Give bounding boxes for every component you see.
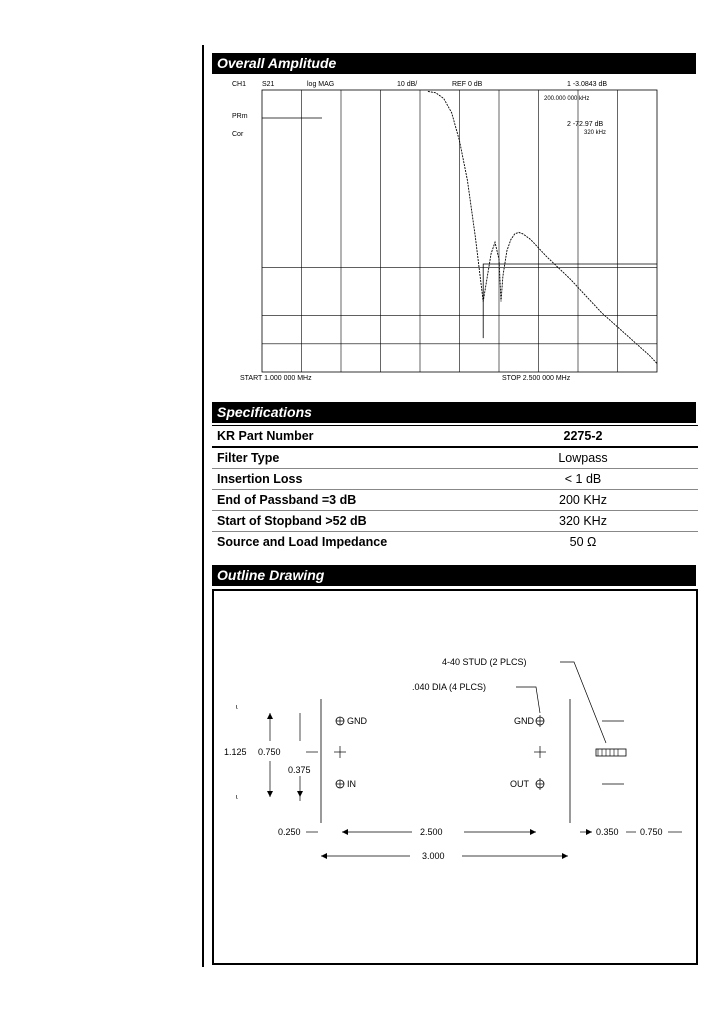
spec-header-value: 2275-2 (468, 426, 698, 448)
dim-1125: 1.125 (224, 747, 247, 757)
chart-side-label-prm: PRm (232, 113, 248, 120)
chart-trace-line (428, 91, 657, 363)
spec-value: < 1 dB (468, 469, 698, 490)
amplitude-chart-svg (212, 76, 696, 396)
table-row (212, 447, 698, 469)
pin-out (536, 778, 544, 790)
spec-label: Source and Load Impedance (217, 535, 388, 549)
dim-0750b: 0.750 (640, 827, 663, 837)
spec-label: Insertion Loss (212, 469, 468, 490)
amplitude-header: Overall Amplitude (212, 53, 696, 74)
center-mark-right (534, 746, 546, 758)
specifications-header: Specifications (212, 402, 696, 423)
side-view-stud (596, 749, 626, 756)
outline-drawing-svg (214, 591, 696, 963)
chart-channel-label: CH1 (232, 81, 247, 88)
svg-text:ɩ: ɩ (236, 794, 238, 801)
in-label: IN (347, 779, 356, 789)
dim-0375: 0.375 (288, 765, 311, 775)
chart-limit-stopband (483, 264, 657, 338)
spec-label: Filter Type (212, 447, 468, 469)
dim-2500: 2.500 (420, 827, 443, 837)
dim-0250: 0.250 (278, 827, 301, 837)
dia-callout: .040 DIA (4 PLCS) (412, 682, 487, 692)
spec-value: Lowpass (468, 447, 698, 469)
table-row (212, 532, 698, 553)
spec-header-row (212, 426, 698, 448)
chart-param-label: S21 (262, 81, 275, 88)
spec-value: 200 KHz (468, 490, 698, 511)
dim-0750: 0.750 (258, 747, 281, 757)
outline-header: Outline Drawing (212, 565, 696, 586)
sidebar (0, 0, 200, 1012)
specifications-table (212, 425, 698, 552)
chart-ref-label: REF 0 dB (452, 81, 483, 88)
chart-format-label: log MAG (307, 81, 335, 88)
amplitude-chart (212, 76, 696, 396)
pin-gnd-left (336, 717, 344, 725)
chart-start-label: START 1.000 000 MHz (240, 375, 312, 382)
out-label: OUT (510, 779, 529, 789)
svg-text:ɩ: ɩ (236, 704, 238, 711)
spec-value: 50 Ω (569, 535, 597, 549)
chart-marker1-freq: 200.000 000 kHz (544, 96, 590, 102)
spec-header-label: KR Part Number (212, 426, 468, 448)
dia-leader (516, 687, 540, 713)
gnd-left-label: GND (347, 716, 367, 726)
pin-gnd-right (536, 715, 544, 727)
dim-3000: 3.000 (422, 851, 445, 861)
spec-value: 320 KHz (468, 511, 698, 532)
outline-drawing (212, 589, 698, 965)
chart-stop-label: STOP 2.500 000 MHz (502, 375, 571, 382)
table-row (212, 511, 698, 532)
spec-label: Start of Stopband >52 dB (212, 511, 468, 532)
table-row (212, 490, 698, 511)
chart-side-label-cor: Cor (232, 131, 244, 138)
spec-label: End of Passband =3 dB (212, 490, 468, 511)
chart-marker2-freq: 320 kHz (584, 130, 607, 136)
center-mark-left (334, 746, 346, 758)
gnd-right-label: GND (514, 716, 534, 726)
vertical-divider (202, 45, 204, 967)
table-row (212, 469, 698, 490)
chart-scale-label: 10 dB/ (397, 81, 418, 88)
chart-marker1-value: 1 -3.0843 dB (567, 81, 608, 88)
dim-0350: 0.350 (596, 827, 619, 837)
pin-in (336, 780, 344, 788)
chart-marker2-value: 2 -72.97 dB (567, 121, 604, 128)
stud-leader (560, 662, 606, 743)
stud-callout: 4-40 STUD (2 PLCS) (442, 657, 527, 667)
